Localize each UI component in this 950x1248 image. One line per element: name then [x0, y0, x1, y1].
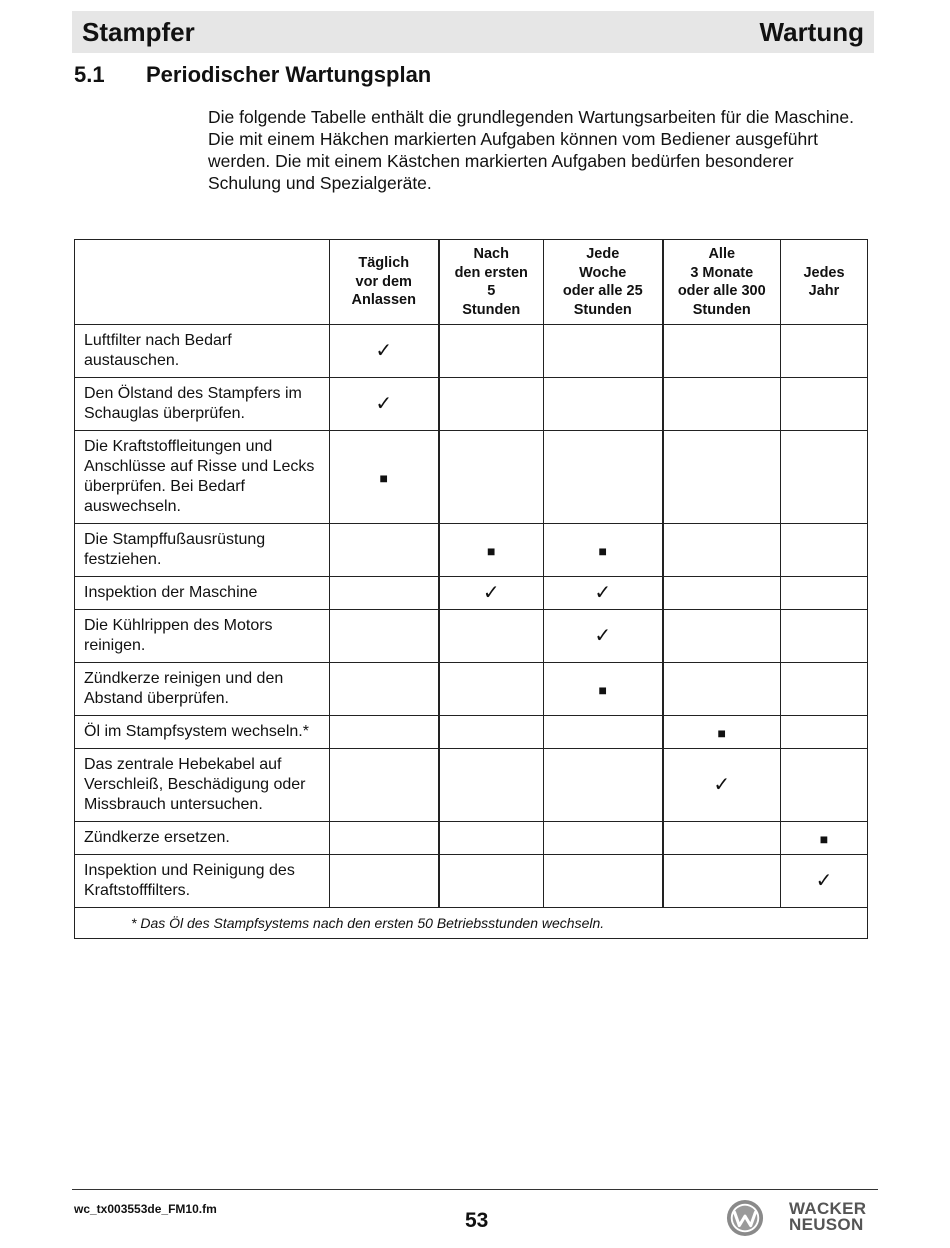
interval-cell: [330, 325, 439, 378]
table-row: [75, 716, 868, 749]
column-header-3-months: Alle 3 Monate oder alle 300 Stunden: [663, 240, 781, 325]
interval-cell: [663, 610, 781, 663]
checkmark-icon: ✓: [375, 340, 393, 362]
task-description: Inspektion und Reinigung des Kraftstofffilters.: [75, 855, 330, 908]
interval-cell: [330, 378, 439, 431]
column-header-first-5-hours: Nach den ersten 5 Stunden: [439, 240, 544, 325]
table-row: [75, 749, 868, 822]
interval-cell: [439, 325, 544, 378]
interval-cell: [439, 378, 544, 431]
interval-cell: [544, 663, 663, 716]
interval-cell: [439, 855, 544, 908]
interval-cell: [439, 716, 544, 749]
square-icon: ■: [487, 542, 496, 559]
interval-cell: [663, 378, 781, 431]
interval-cell: [781, 749, 868, 822]
interval-cell: [439, 749, 544, 822]
header-left-title: Stampfer: [82, 16, 195, 47]
brand-logo-text: [789, 1201, 866, 1233]
table-row: [75, 822, 868, 855]
task-description: Die Stampffußausrüstung festziehen.: [75, 524, 330, 577]
wacker-neuson-logo-icon: [726, 1199, 764, 1237]
table-body: [75, 325, 868, 908]
interval-cell: [781, 610, 868, 663]
interval-cell: [663, 663, 781, 716]
intro-paragraph: Die folgende Tabelle enthält die grundlegenden Wartungsarbeiten für die Maschine. Die mit einem Häkchen markierten Aufgaben können vom Bediener ausgeführt werden. Die mit einem Kästchen markierten Aufgaben bedürfen besonderer Schulung und Spezialgeräte.: [208, 107, 854, 193]
interval-cell: [544, 822, 663, 855]
interval-cell: [781, 716, 868, 749]
table-row: [75, 577, 868, 610]
task-description: Den Ölstand des Stampfers im Schauglas überprüfen.: [75, 378, 330, 431]
table-row: [75, 663, 868, 716]
interval-cell: [781, 577, 868, 610]
section-number: 5.1: [74, 62, 105, 87]
interval-cell: [663, 431, 781, 524]
task-description: Zündkerze reinigen und den Abstand überprüfen.: [75, 663, 330, 716]
interval-cell: [330, 716, 439, 749]
table-row: [75, 524, 868, 577]
interval-cell: [781, 822, 868, 855]
table-row: [75, 431, 868, 524]
interval-cell: [330, 524, 439, 577]
section-heading: [74, 62, 431, 88]
interval-cell: [781, 325, 868, 378]
task-description: Die Kraftstoffleitungen und Anschlüsse auf Risse und Lecks überprüfen. Bei Bedarf auswechseln.: [75, 431, 330, 524]
section-title: Periodischer Wartungsplan: [146, 62, 432, 87]
interval-cell: [544, 378, 663, 431]
interval-cell: [781, 855, 868, 908]
footnote-row: [75, 908, 868, 939]
table-row: [75, 378, 868, 431]
column-header-daily: Täglich vor dem Anlassen: [330, 240, 439, 325]
interval-cell: [544, 855, 663, 908]
interval-cell: [544, 749, 663, 822]
table-header-row: [75, 240, 868, 325]
interval-cell: [544, 431, 663, 524]
interval-cell: [330, 822, 439, 855]
table-row: [75, 325, 868, 378]
square-icon: ■: [379, 469, 388, 486]
task-description: Luftfilter nach Bedarf austauschen.: [75, 325, 330, 378]
square-icon: ■: [598, 681, 607, 698]
interval-cell: [663, 855, 781, 908]
interval-cell: [330, 663, 439, 716]
task-description: Inspektion der Maschine: [75, 577, 330, 610]
interval-cell: [781, 431, 868, 524]
interval-cell: [663, 822, 781, 855]
checkmark-icon: ✓: [482, 582, 500, 604]
interval-cell: [330, 431, 439, 524]
checkmark-icon: ✓: [594, 582, 612, 604]
interval-cell: [663, 524, 781, 577]
table-footnote: * Das Öl des Stampfsystems nach den ersten 50 Betriebsstunden wechseln.: [75, 908, 868, 939]
checkmark-icon: ✓: [713, 774, 731, 796]
interval-cell: [663, 749, 781, 822]
column-header-yearly: Jedes Jahr: [781, 240, 868, 325]
footer-filename: wc_tx003553de_FM10.fm: [74, 1202, 217, 1216]
interval-cell: [330, 855, 439, 908]
interval-cell: [330, 610, 439, 663]
brand-line-1: WACKER: [789, 1199, 867, 1218]
column-header-weekly: Jede Woche oder alle 25 Stunden: [544, 240, 663, 325]
header-bar: [72, 11, 874, 53]
square-icon: ■: [819, 830, 829, 847]
square-icon: ■: [598, 542, 607, 559]
interval-cell: [544, 716, 663, 749]
interval-cell: [781, 524, 868, 577]
interval-cell: [439, 577, 544, 610]
interval-cell: [663, 577, 781, 610]
task-description: Öl im Stampfsystem wechseln.*: [75, 716, 330, 749]
task-column-header: [75, 240, 330, 325]
task-description: Die Kühlrippen des Motors reinigen.: [75, 610, 330, 663]
interval-cell: [439, 524, 544, 577]
table-row: [75, 855, 868, 908]
header-right-title: Wartung: [759, 16, 864, 47]
interval-cell: [781, 378, 868, 431]
interval-cell: [544, 577, 663, 610]
interval-cell: [439, 610, 544, 663]
square-icon: ■: [717, 724, 726, 741]
table-row: [75, 610, 868, 663]
interval-cell: [330, 577, 439, 610]
interval-cell: [544, 524, 663, 577]
brand-line-2: NEUSON: [789, 1215, 864, 1234]
interval-cell: [544, 325, 663, 378]
page-number: 53: [465, 1209, 489, 1232]
interval-cell: [544, 610, 663, 663]
interval-cell: [439, 431, 544, 524]
checkmark-icon: ✓: [594, 625, 612, 647]
interval-cell: [663, 325, 781, 378]
interval-cell: [330, 749, 439, 822]
interval-cell: [781, 663, 868, 716]
task-description: Das zentrale Hebekabel auf Verschleiß, Beschädigung oder Missbrauch untersuchen.: [75, 749, 330, 822]
interval-cell: [663, 716, 781, 749]
interval-cell: [439, 822, 544, 855]
maintenance-table: [74, 239, 868, 939]
interval-cell: [439, 663, 544, 716]
task-description: Zündkerze ersetzen.: [75, 822, 330, 855]
checkmark-icon: ✓: [375, 393, 393, 415]
footer-divider: [72, 1189, 878, 1190]
checkmark-icon: ✓: [815, 870, 833, 892]
